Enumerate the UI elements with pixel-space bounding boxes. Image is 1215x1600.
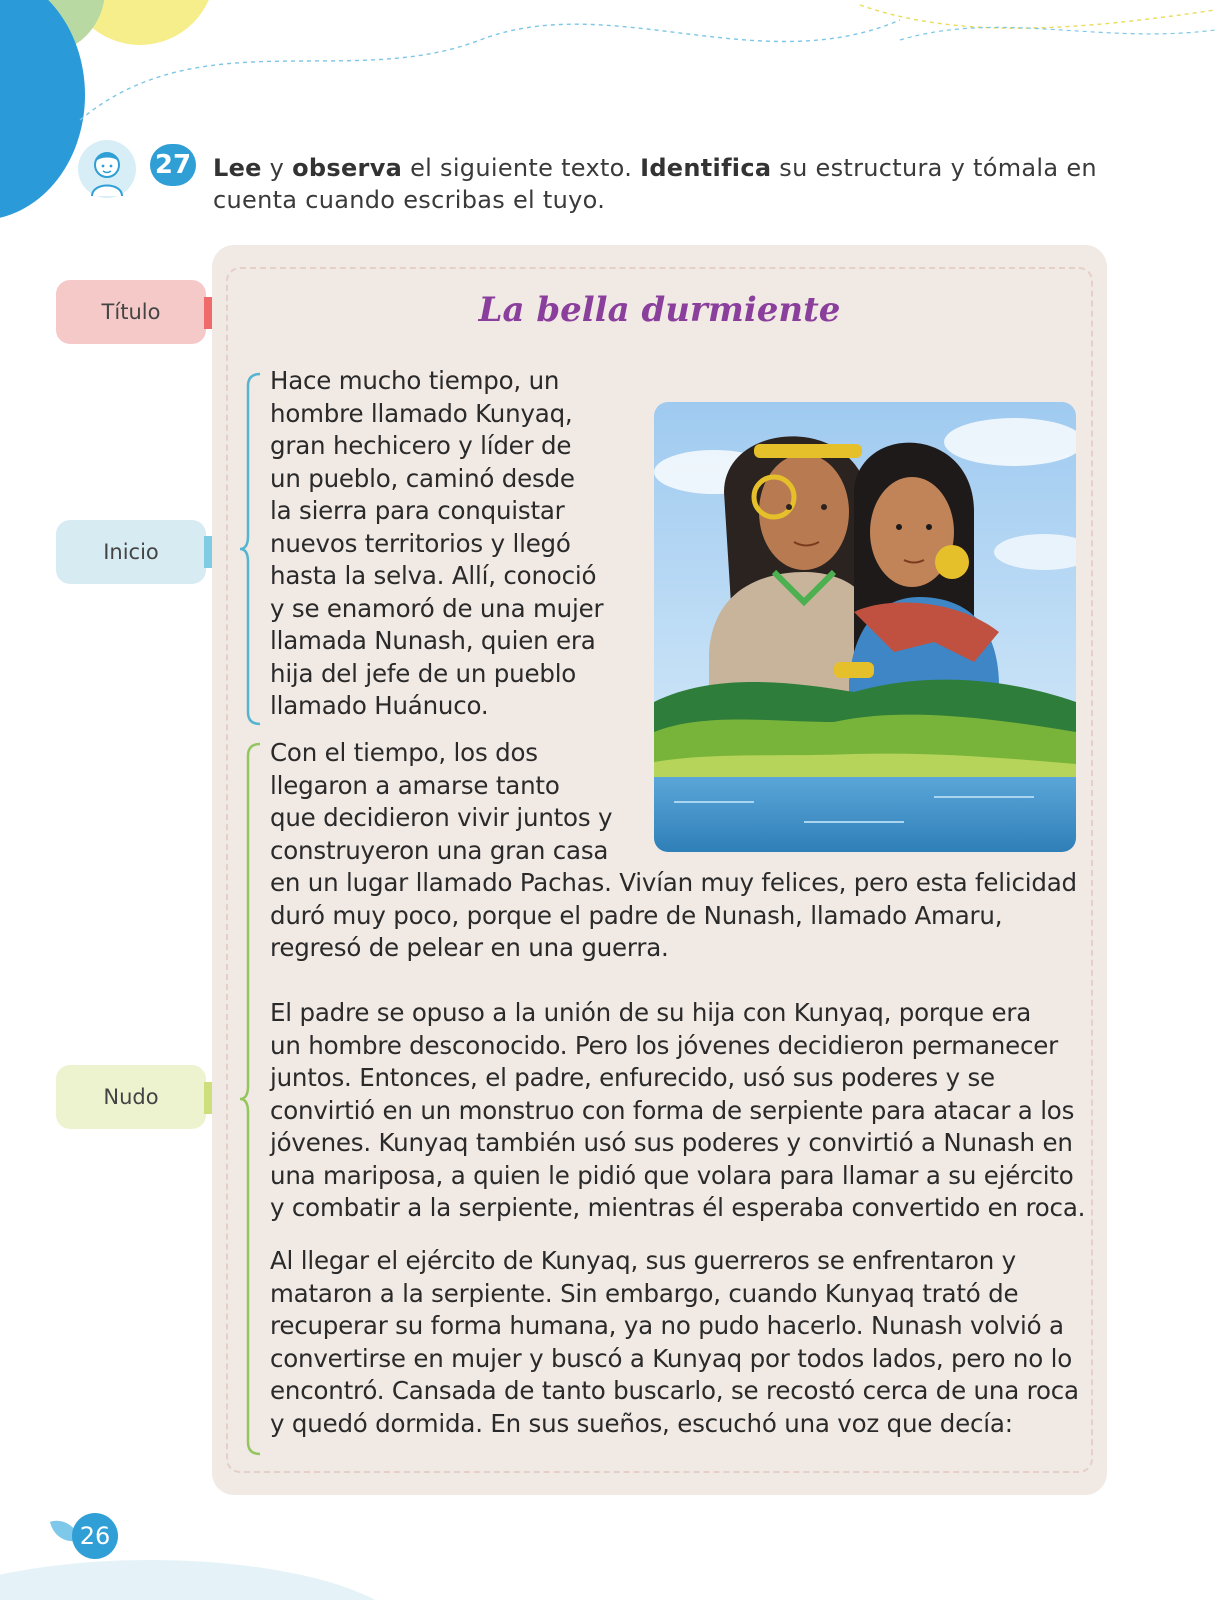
text-line: regresó de pelear en una guerra.: [270, 933, 669, 962]
story-paragraph-2: [270, 737, 1090, 965]
label-nudo: Nudo: [56, 1065, 206, 1129]
text-line: nuevos territorios y llegó: [270, 528, 571, 558]
label-titulo: Título: [56, 280, 206, 344]
activity-number-badge: 27: [150, 144, 196, 186]
text-line: un hombre desconocido. Pero los jóvenes decidieron permanecer: [270, 1030, 1058, 1060]
text-line: llamada Nunash, quien era: [270, 626, 596, 655]
student-avatar-icon: [78, 140, 136, 198]
text-line: Al llegar el ejército de Kunyaq, sus guerreros se enfrentaron y: [270, 1246, 1016, 1275]
story-paragraph-inicio: [270, 365, 640, 723]
inicio-bracket: [238, 372, 264, 726]
text-line: la sierra para conquistar: [270, 496, 565, 525]
text-line: hija del jefe de un pueblo: [270, 658, 577, 688]
text-line: gran hechicero y líder de: [270, 431, 572, 460]
story-title: La bella durmiente: [478, 290, 841, 330]
instruction-lee: Lee: [213, 154, 262, 182]
text-line: una mariposa, a quien le pidió que volara para llamar a su ejército: [270, 1160, 1074, 1190]
text-line: y combatir a la serpiente, mientras él esperaba convertido en roca.: [270, 1193, 1086, 1222]
nudo-bracket: [238, 742, 264, 1456]
text-line: llegaron a amarse tanto: [270, 770, 560, 800]
text-line: encontró. Cansada de tanto buscarlo, se recostó cerca de una roca: [270, 1376, 1079, 1405]
story-paragraph-4: [270, 1245, 1090, 1440]
label-inicio: Inicio: [56, 520, 206, 584]
text-line: convertirse en mujer y buscó a Kunyaq por todos lados, pero no lo: [270, 1343, 1073, 1373]
instruction-rest: su estructura y tómala en cuenta cuando escribas el tuyo.: [213, 154, 1097, 214]
text-line: Hace mucho tiempo, un: [270, 366, 560, 395]
text-line: construyeron una gran casa: [270, 835, 609, 865]
activity-instructions: [213, 152, 1103, 216]
instruction-identifica: Identifica: [640, 154, 772, 182]
activity-header: [78, 140, 1098, 220]
text-line: mataron a la serpiente. Sin embargo, cuando Kunyaq trató de: [270, 1278, 1019, 1308]
text-line: y se enamoró de una mujer: [270, 593, 604, 623]
text-line: El padre se opuso a la unión de su hija con Kunyaq, porque era: [270, 998, 1032, 1027]
text-line: llamado Huánuco.: [270, 691, 489, 720]
instruction-y: y: [261, 154, 293, 182]
text-line: en un lugar llamado Pachas. Vivían muy felices, pero esta felicidad: [270, 868, 1077, 897]
text-line: duró muy poco, porque el padre de Nunash, llamado Amaru,: [270, 900, 1003, 930]
text-line: recuperar su forma humana, ya no pudo hacerlo. Nunash volvió a: [270, 1311, 1064, 1340]
page-number: 26: [72, 1513, 118, 1559]
text-line: que decidieron vivir juntos y: [270, 803, 613, 832]
instruction-mid: el siguiente texto.: [402, 154, 641, 182]
instruction-observa: observa: [292, 154, 403, 182]
text-line: hasta la selva. Allí, conoció: [270, 561, 597, 590]
text-line: jóvenes. Kunyaq también usó sus poderes y convirtió a Nunash en: [270, 1128, 1073, 1157]
text-line: juntos. Entonces, el padre, enfurecido, usó sus poderes y se: [270, 1063, 995, 1092]
text-line: Con el tiempo, los dos: [270, 738, 538, 767]
text-line: hombre llamado Kunyaq,: [270, 398, 573, 428]
text-line: un pueblo, caminó desde: [270, 463, 575, 493]
story-paragraph-3: [270, 997, 1090, 1225]
text-line: y quedó dormida. En sus sueños, escuchó una voz que decía:: [270, 1408, 1013, 1438]
text-line: convirtió en un monstruo con forma de serpiente para atacar a los: [270, 1095, 1075, 1125]
